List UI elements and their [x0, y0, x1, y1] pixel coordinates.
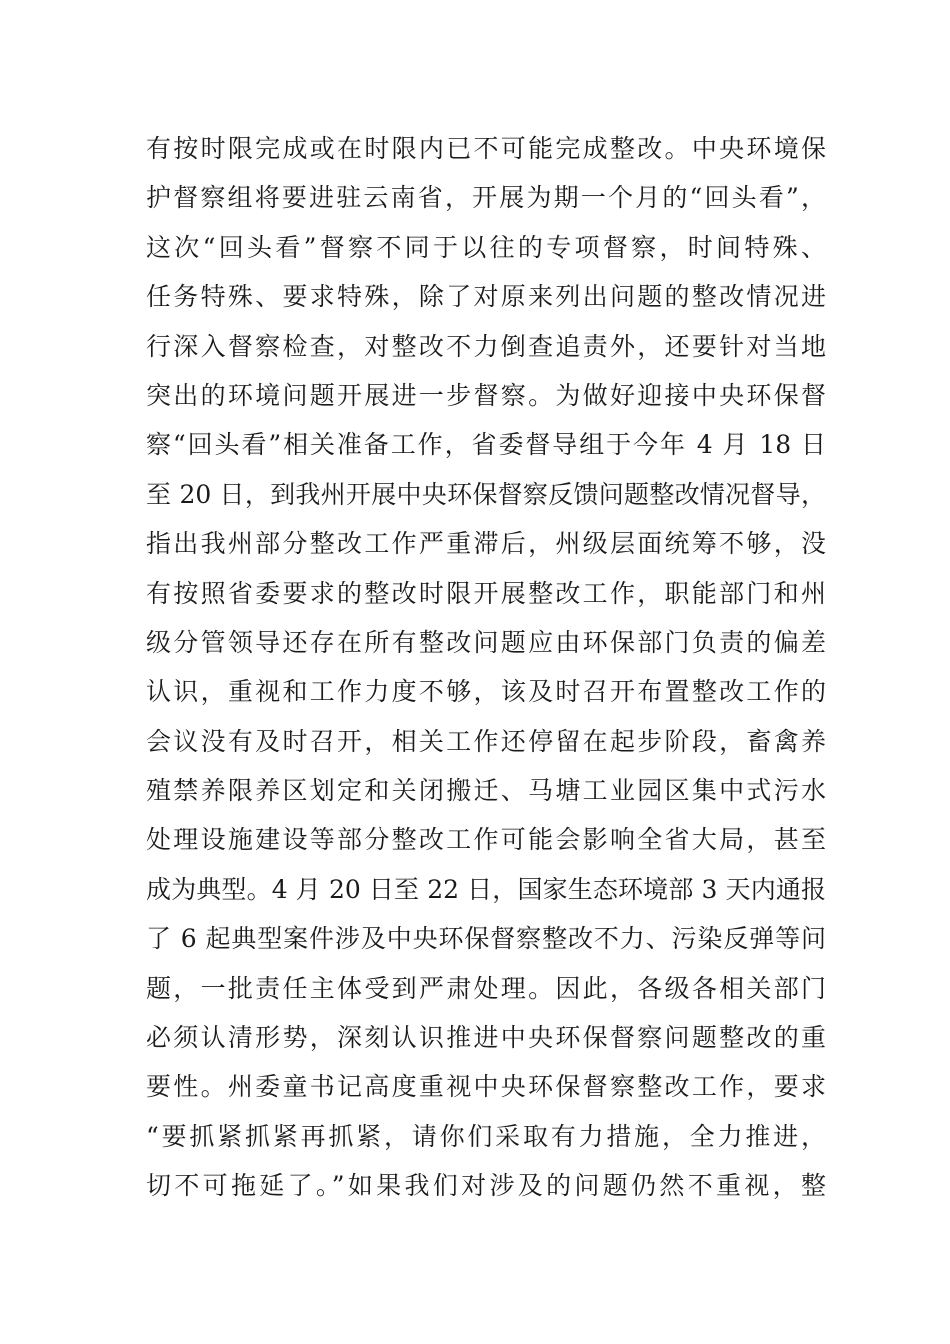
text-line: 行深入督察检查，对整改不力倒查追责外，还要针对当地	[146, 331, 826, 361]
text-line: 指出我州部分整改工作严重滞后，州级层面统筹不够，没	[146, 529, 826, 559]
text-line: 处理设施建设等部分整改工作可能会影响全省大局，甚至	[146, 825, 826, 855]
text-line: 要性。州委童书记高度重视中央环保督察整改工作，要求	[146, 1072, 826, 1102]
text-line: 题，一批责任主体受到严肃处理。因此，各级各相关部门	[146, 973, 826, 1003]
text-line: 至 20 日，到我州开展中央环保督察反馈问题整改情况督导，	[146, 479, 826, 509]
text-line: 察“回头看”相关准备工作，省委督导组于今年 4 月 18 日	[146, 430, 826, 460]
text-line: 了 6 起典型案件涉及中央环保督察整改不力、污染反弹等问	[146, 924, 826, 954]
text-line: 这次“回头看”督察不同于以往的专项督察，时间特殊、	[146, 232, 826, 262]
body-text	[146, 124, 826, 1211]
text-line: 突出的环境问题开展进一步督察。为做好迎接中央环保督	[146, 380, 826, 410]
text-line: 认识，重视和工作力度不够，该及时召开布置整改工作的	[146, 677, 826, 707]
text-line: 会议没有及时召开，相关工作还停留在起步阶段，畜禽养	[146, 726, 826, 756]
text-line: 切不可拖延了。”如果我们对涉及的问题仍然不重视，整	[146, 1171, 826, 1201]
text-line: 任务特殊、要求特殊，除了对原来列出问题的整改情况进	[146, 282, 826, 312]
text-line: “要抓紧抓紧再抓紧，请你们采取有力措施，全力推进，	[146, 1121, 826, 1151]
text-line: 有按时限完成或在时限内已不可能完成整改。中央环境保	[146, 134, 826, 163]
text-line: 成为典型。4 月 20 日至 22 日，国家生态环境部 3 天内通报	[146, 874, 826, 904]
text-line: 有按照省委要求的整改时限开展整改工作，职能部门和州	[146, 578, 826, 608]
text-line: 必须认清形势，深刻认识推进中央环保督察问题整改的重	[146, 1023, 826, 1053]
text-line: 级分管领导还存在所有整改问题应由环保部门负责的偏差	[146, 627, 826, 657]
text-line: 殖禁养限养区划定和关闭搬迁、马塘工业园区集中式污水	[146, 776, 826, 806]
text-line: 护督察组将要进驻云南省，开展为期一个月的“回头看”，	[146, 183, 826, 213]
